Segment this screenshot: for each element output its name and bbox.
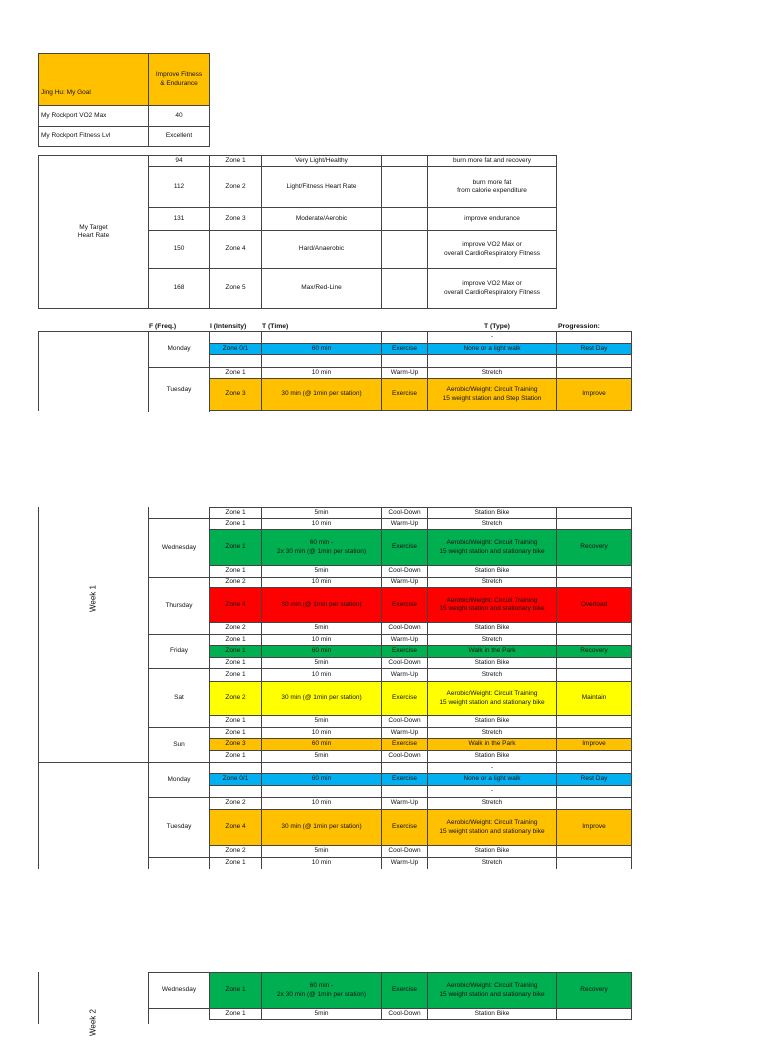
kind-cell: Cool-Down [381,657,428,669]
kind-cell: Exercise [381,529,428,566]
blank-row [556,668,632,682]
time-cell: 60 min [261,343,382,355]
time-cell: 30 min (@ 1min per station) [261,809,382,846]
day-tuesday: Tuesday [148,797,210,858]
kind-cell: Cool-Down [381,565,428,578]
blank-row [556,354,632,368]
type-cell: Station Bike [427,845,557,858]
hr-bpm: 112 [148,166,210,208]
zone-cell: Zone 1 [209,645,262,658]
week-2-label: Week 2 [88,1009,98,1036]
dash: - [427,785,557,798]
progression-cell: Rest Day [556,773,632,786]
hr-bpm: 168 [148,268,210,309]
week-column-left [38,507,39,869]
kind-cell: Warm-Up [381,727,428,739]
goal-value: Improve Fitness & Endurance [148,53,210,106]
type-cell: Station Bike [427,715,557,728]
hr-purpose: improve VO2 Max or overall CardioRespiratory Fitness [427,230,557,269]
kind-cell: Warm-Up [381,577,428,588]
type-cell: Stretch [427,668,557,682]
day-wednesday: Wednesday [148,518,210,578]
zone-cell: Zone 4 [209,587,262,623]
time-cell: 30 min (@ 1min per station) [261,587,382,623]
zone-cell: Zone 1 [209,565,262,578]
progression-cell: Maintain [556,681,632,716]
time-cell: 60 min [261,773,382,786]
blank-row [261,354,382,368]
kind-cell: Warm-Up [381,857,428,869]
vo2-label: My Rockport VO2 Max [38,105,149,127]
zone-cell: Zone 3 [209,378,262,411]
dash: - [427,331,557,344]
hr-name: Very Light/Healthy [261,155,382,167]
hr-blank [381,207,428,231]
kind-cell: Exercise [381,681,428,716]
time-cell: 5min [261,622,382,635]
hr-name: Hard/Anaerobic [261,230,382,269]
zone-cell: Zone 2 [209,681,262,716]
header-progression: Progression: [558,323,600,330]
day-monday: Monday [148,331,210,368]
progression-cell: Recovery [556,972,632,1009]
type-cell: Stretch [427,367,557,379]
type-cell: Stretch [427,518,557,530]
blank-row [381,354,428,368]
week-1-label: Week 1 [88,585,98,612]
type-cell: Stretch [427,577,557,588]
time-cell: 5min [261,845,382,858]
time-cell: 5min [261,565,382,578]
day-thursday: Thursday [148,577,210,635]
zone-cell: Zone 1 [209,750,262,763]
zone-cell: Zone 1 [209,518,262,530]
hr-purpose: burn more fat and recovery [427,155,557,167]
hr-purpose: improve VO2 Max or overall CardioRespiratory Fitness [427,268,557,309]
hr-name: Max/Red-Line [261,268,382,309]
dash: - [427,762,557,774]
hr-zone: Zone 1 [209,155,262,167]
type-cell: Station Bike [427,750,557,763]
time-cell: 5min [261,657,382,669]
time-cell: 5min [261,1008,382,1020]
blank-row [427,354,557,368]
type-cell: None or a light walk [427,773,557,786]
time-cell: 10 min [261,668,382,682]
time-cell: 60 min - 2x 30 min (@ 1min per station) [261,972,382,1009]
kind-cell: Exercise [381,343,428,355]
type-cell: Stretch [427,857,557,869]
day-tuesday: Tuesday [148,367,210,412]
target-hr-label: My Target Heart Rate [38,155,149,309]
time-cell: 5min [261,715,382,728]
type-cell: Station Bike [427,622,557,635]
kind-cell: Warm-Up [381,518,428,530]
zone-cell: Zone 3 [209,738,262,751]
zone-cell: Zone 1 [209,857,262,869]
vo2-value: 40 [148,105,210,127]
zone-cell: Zone 1 [209,634,262,646]
type-cell: Aerobic/Weight: Circuit Training 15 weight station and stationary bike [427,529,557,566]
hr-blank [381,230,428,269]
time-cell: 60 min [261,645,382,658]
time-cell: 10 min [261,727,382,739]
type-cell: Stretch [427,727,557,739]
blank-row [209,354,262,368]
type-cell: Aerobic/Weight: Circuit Training 15 weight station and stationary bike [427,809,557,846]
zone-cell: Zone 0/1 [209,343,262,355]
zone-cell: Zone 2 [209,577,262,588]
kind-cell: Warm-Up [381,367,428,379]
kind-cell: Warm-Up [381,797,428,810]
kind-cell: Exercise [381,645,428,658]
hr-bpm: 131 [148,207,210,231]
type-cell: Walk in the Park [427,738,557,751]
hr-zone: Zone 4 [209,230,262,269]
header-time: T (Time) [262,323,289,330]
kind-cell: Cool-Down [381,750,428,763]
zone-cell: Zone 2 [209,797,262,810]
hr-blank [381,166,428,208]
day-friday: Friday [148,634,210,669]
type-cell: Stretch [427,797,557,810]
goal-label [38,53,149,106]
zone-cell: Zone 1 [209,668,262,682]
progression-cell: Overload [556,587,632,623]
kind-cell: Warm-Up [381,634,428,646]
zone-cell: Zone 1 [209,972,262,1009]
day-sat: Sat [148,668,210,728]
type-cell: Station Bike [427,1008,557,1020]
time-cell: 10 min [261,367,382,379]
kind-cell: Exercise [381,378,428,411]
goal-label-text: Jing Hu: My Goal [41,88,91,96]
kind-cell: Exercise [381,773,428,786]
hr-bpm: 150 [148,230,210,269]
zone-cell: Zone 1 [209,727,262,739]
blank-row [556,857,632,869]
zone-cell: Zone 1 [209,529,262,566]
zone-cell: Zone 1 [209,507,262,519]
cut-row [209,1019,632,1024]
zone-cell: Zone 2 [209,622,262,635]
hr-purpose: improve endurance [427,207,557,231]
zone-cell: Zone 1 [209,367,262,379]
header-freq: F (Freq.) [149,323,177,330]
type-cell: Aerobic/Weight: Circuit Training 15 weight station and stationary bike [427,587,557,623]
type-cell: Station Bike [427,565,557,578]
kind-cell: Warm-Up [381,668,428,682]
type-cell: Station Bike [427,657,557,669]
progression-cell: Improve [556,378,632,411]
time-cell: 10 min [261,577,382,588]
time-cell: 60 min - 2x 30 min (@ 1min per station) [261,529,382,566]
type-cell: Walk in the Park [427,645,557,658]
progression-cell: Recovery [556,645,632,658]
time-cell: 5min [261,750,382,763]
kind-cell: Exercise [381,587,428,623]
kind-cell: Cool-Down [381,845,428,858]
progression-cell: Improve [556,809,632,846]
hr-name: Moderate/Aerobic [261,207,382,231]
zone-cell: Zone 1 [209,715,262,728]
zone-cell: Zone 4 [209,809,262,846]
hr-bpm: 94 [148,155,210,167]
header-intensity: I (Intensity) [210,323,247,330]
zone-cell: Zone 1 [209,657,262,669]
hr-name: Light/Fitness Heart Rate [261,166,382,208]
kind-cell: Exercise [381,972,428,1009]
day-sun: Sun [148,727,210,763]
hr-zone: Zone 5 [209,268,262,309]
day-wednesday: Wednesday [148,972,210,1009]
time-cell: 10 min [261,797,382,810]
hr-purpose: burn more fat from calorie expenditure [427,166,557,208]
kind-cell: Exercise [381,738,428,751]
hr-zone: Zone 2 [209,166,262,208]
kind-cell: Cool-Down [381,1008,428,1020]
kind-cell: Cool-Down [381,622,428,635]
week-column-left [38,972,39,1024]
zone-cell: Zone 2 [209,845,262,858]
fitness-label: My Rockport Fitness Lvl [38,126,149,147]
progression-cell: Rest Day [556,343,632,355]
hr-zone: Zone 3 [209,207,262,231]
time-cell: 60 min [261,738,382,751]
time-cell: 10 min [261,634,382,646]
kind-cell: Exercise [381,809,428,846]
kind-cell: Cool-Down [381,507,428,519]
week-divider [38,762,149,763]
time-cell: 30 min (@ 1min per station) [261,378,382,411]
week-column-left [38,331,39,411]
time-cell: 5min [261,507,382,519]
zone-cell: Zone 1 [209,1008,262,1020]
type-cell: Aerobic/Weight: Circuit Training 15 weight station and stationary bike [427,972,557,1009]
hr-blank [381,268,428,309]
type-cell: Aerobic/Weight: Circuit Training 15 weight station and stationary bike [427,681,557,716]
type-cell: Station Bike [427,507,557,519]
kind-cell: Cool-Down [381,715,428,728]
progression-cell: Recovery [556,529,632,566]
progression-cell: Improve [556,738,632,751]
time-cell: 10 min [261,518,382,530]
time-cell: 30 min (@ 1min per station) [261,681,382,716]
fitness-value: Excellent [148,126,210,147]
header-type: T (Type) [484,323,510,330]
type-cell: None or a light walk [427,343,557,355]
day-monday: Monday [148,762,210,798]
zone-cell: Zone 0/1 [209,773,262,786]
type-cell: Aerobic/Weight: Circuit Training 15 weight station and Step Station [427,378,557,411]
time-cell: 10 min [261,857,382,869]
type-cell: Stretch [427,634,557,646]
